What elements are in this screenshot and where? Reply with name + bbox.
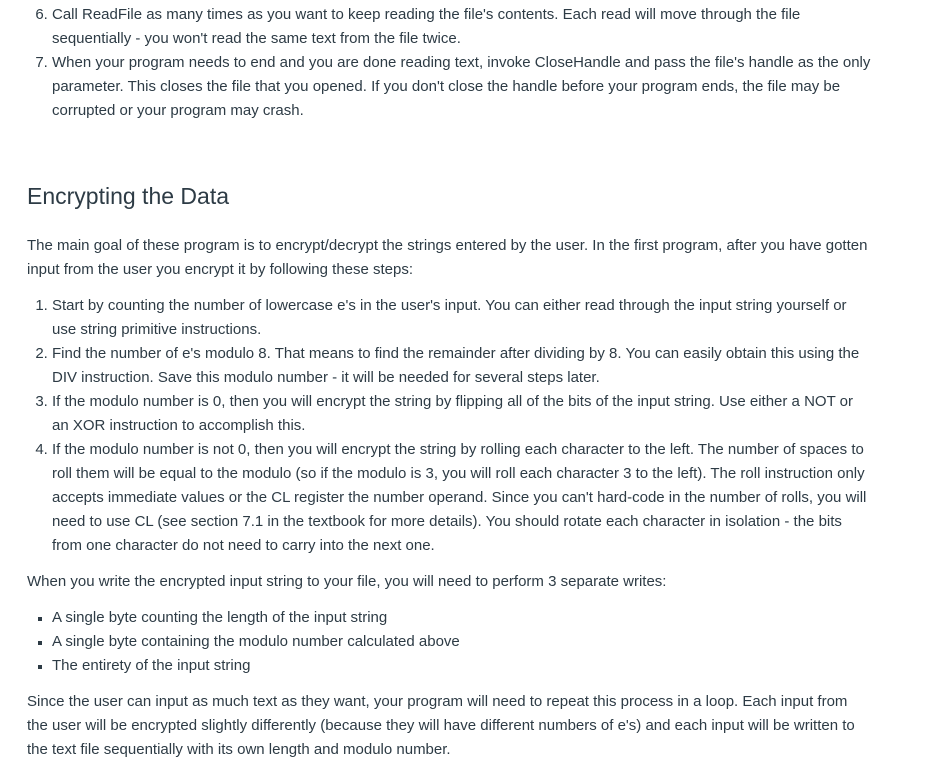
writes-intro: When you write the encrypted input string to your file, you will need to perform 3 separate writes: <box>27 573 667 590</box>
closing-paragraph: Since the user can input as much text as they want, your program will need to repeat this process in a loop. Each input from the user will be encrypted slightly differently (because they will have different numbers of e's) and each input will be written to the text file sequentially with its own length and modulo number. <box>27 693 855 758</box>
list-item-encrypt-step-3: 3. If the modulo number is 0, then you will encrypt the string by flipping all of the bits of the input string. Use either a NOT or an XOR instruction to accomplish this. <box>52 390 872 438</box>
list-item-write-2: ▪ A single byte containing the modulo number calculated above <box>52 630 872 654</box>
list-item-step-7: 7. When your program needs to end and you are done reading text, invoke CloseHandle and pass the file's handle as the only parameter. This closes the file that you opened. If you don't close the handle before your program ends, the file may be corrupted or your program may crash. <box>52 51 872 123</box>
list-item-encrypt-step-2: 2. Find the number of e's modulo 8. That means to find the remainder after dividing by 8. You can easily obtain this using the DIV instruction. Save this modulo number - it will be needed for several steps later. <box>52 342 872 390</box>
list-item-write-1: ▪ A single byte counting the length of the input string <box>52 606 872 630</box>
list-item-step-6: 6. Call ReadFile as many times as you want to keep reading the file's contents. Each read will move through the file sequentially - you won't read the same text from the file twice. <box>52 3 872 51</box>
writes-list <box>27 606 872 678</box>
section-heading: Encrypting the Data <box>27 183 230 209</box>
list-item-encrypt-step-1: 1. Start by counting the number of lowercase e's in the user's input. You can either read through the input string yourself or use string primitive instructions. <box>52 294 872 342</box>
list-item-write-3: ▪ The entirety of the input string <box>52 654 872 678</box>
list-item-encrypt-step-4: 4. If the modulo number is not 0, then you will encrypt the string by rolling each character to the left. The number of spaces to roll them will be equal to the modulo (so if the modulo is 3, you will roll each character 3 to the left). The roll instruction only accepts immediate values or the CL register the number operand. Since you can't hard-code in the number of rolls, you will need to use CL (see section 7.1 in the textbook for more details). You should rotate each character in isolation - the bits from one character do not need to carry into the next one. <box>52 438 872 558</box>
encryption-steps-list <box>27 294 872 558</box>
section-intro: The main goal of these program is to encrypt/decrypt the strings entered by the user. In the first program, after you have gotten input from the user you encrypt it by following these steps: <box>27 237 868 278</box>
previous-steps-list <box>27 3 872 123</box>
document-content <box>27 3 872 762</box>
